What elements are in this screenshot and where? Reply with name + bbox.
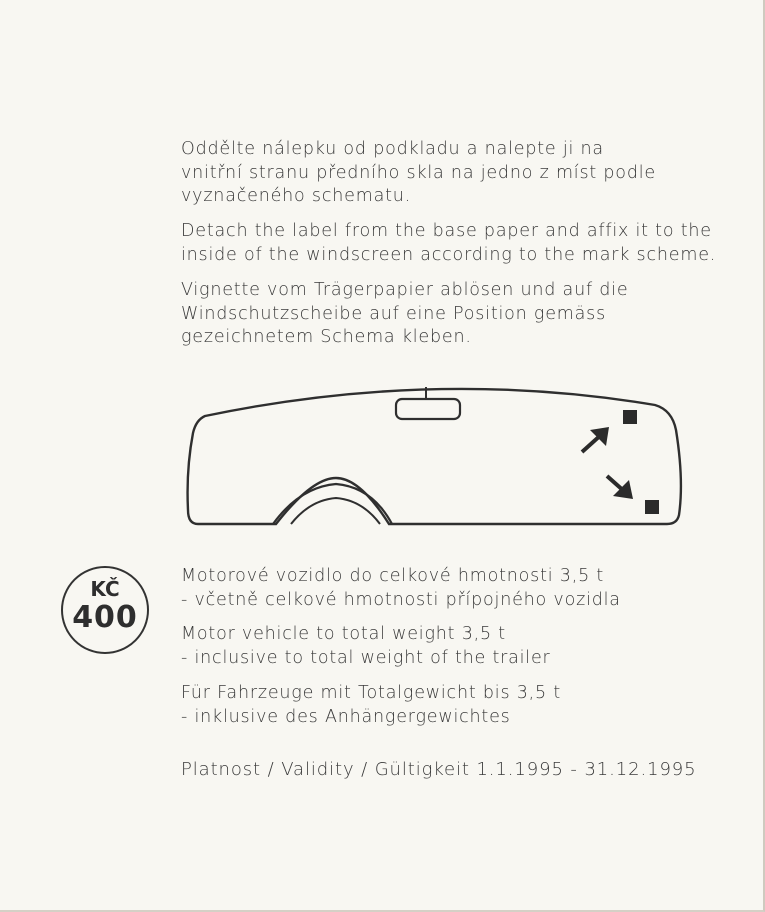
vehicle-czech <box>181 565 741 612</box>
currency-label: KČ <box>90 577 120 601</box>
instruction-line: vnitřní stranu předního skla na jedno z míst podle <box>181 162 656 183</box>
validity-period <box>181 758 741 782</box>
instruction-line: Oddělte nálepku od podkladu a nalepte ji na <box>181 139 604 159</box>
vehicle-line: Für Fahrzeuge mit Totalgewicht bis 3,5 t <box>181 683 561 703</box>
windscreen-outline <box>188 389 681 524</box>
price-amount: 400 <box>72 600 138 635</box>
vehicle-line: - včetně celkové hmotnosti přípojného vozidla <box>181 589 621 610</box>
vehicle-line: - inklusive des Anhängergewichtes <box>181 706 511 727</box>
vehicle-line: Motorové vozidlo do celkové hmotnosti 3,5 t <box>181 566 605 586</box>
rear-mirror-icon <box>396 399 460 419</box>
instruction-line: Windschutzscheibe auf eine Position gemäss <box>181 303 607 324</box>
placement-mark-icon <box>623 410 637 424</box>
instruction-line: inside of the windscreen according to the mark scheme. <box>181 244 717 265</box>
price-seal <box>61 566 149 654</box>
instruction-line: Detach the label from the base paper and affix it to the <box>181 221 712 241</box>
instruction-line: gezeichnetem Schema kleben. <box>181 327 472 347</box>
vehicle-line: - inclusive to total weight of the trailer <box>181 647 551 668</box>
placement-mark-icon <box>645 500 659 514</box>
vehicle-german <box>181 682 741 729</box>
instruction-line: vyznačeného schematu. <box>181 186 412 206</box>
instruction-line: Vignette vom Trägerpapier ablösen und auf die <box>181 280 629 300</box>
vehicle-english <box>181 623 741 670</box>
steering-wheel-inner <box>291 498 380 524</box>
arrow-up-right-icon <box>582 427 609 452</box>
vehicle-line: Motor vehicle to total weight 3,5 t <box>181 624 506 644</box>
arrow-down-right-icon <box>607 476 633 499</box>
validity-text: Platnost / Validity / Gültigkeit 1.1.1995 - 31.12.1995 <box>181 759 697 780</box>
